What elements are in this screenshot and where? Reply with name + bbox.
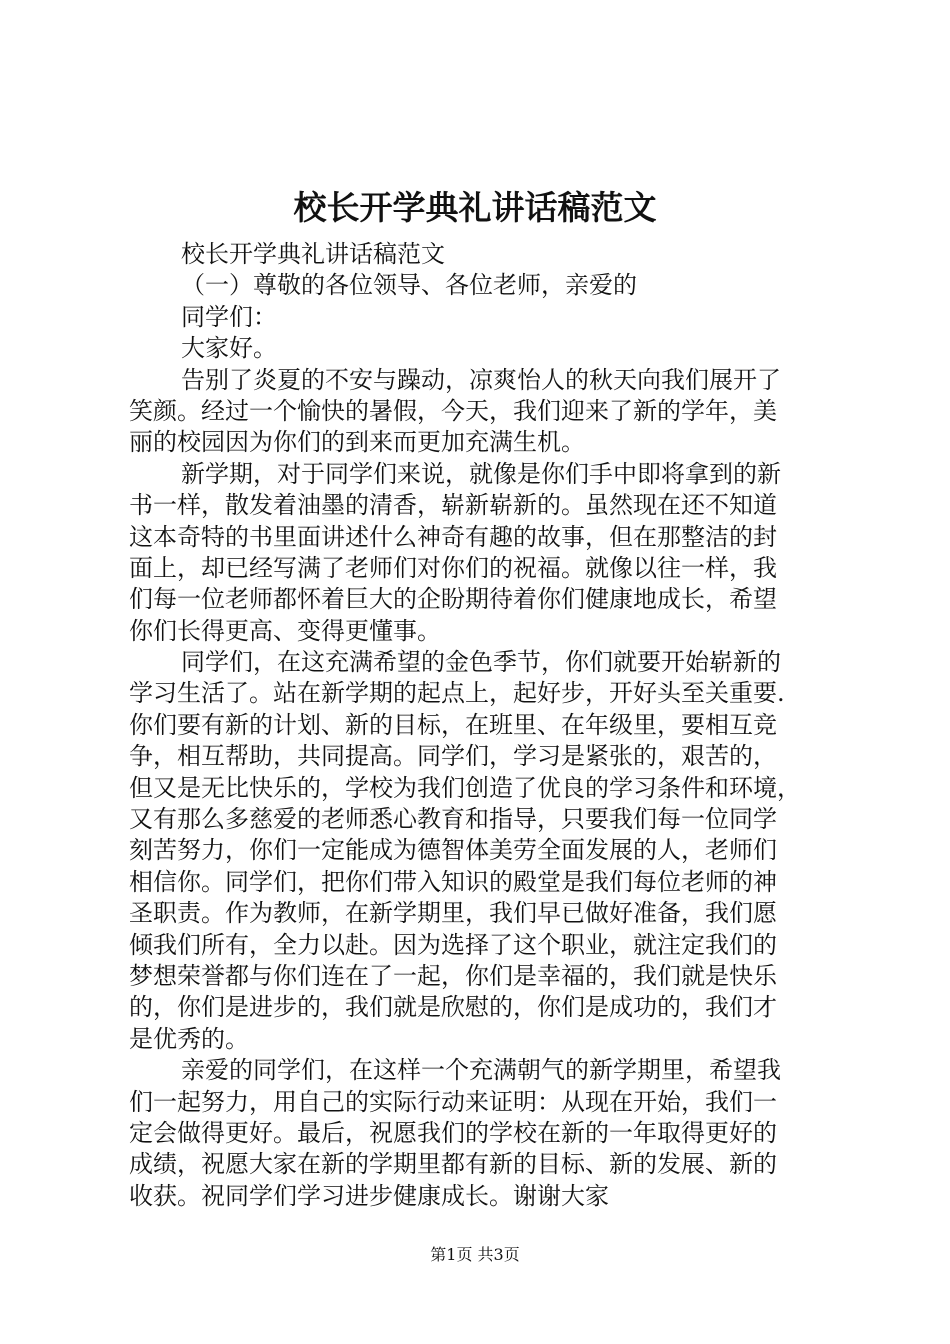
body-line: 但又是无比快乐的，学校为我们创造了优良的学习条件和环境， — [129, 773, 801, 802]
body-line: 是优秀的。 — [129, 1024, 249, 1053]
body-line: 们每一位老师都怀着巨大的企盼期待着你们健康地成长，希望 — [129, 585, 777, 614]
body-line: 定会做得更好。最后，祝愿我们的学校在新的一年取得更好的 — [129, 1118, 777, 1147]
document-body — [129, 239, 831, 1212]
body-line: 同学们： — [181, 302, 277, 331]
body-line: 梦想荣誉都与你们连在了一起，你们是幸福的，我们就是快乐 — [129, 961, 777, 990]
body-line: 相信你。同学们，把你们带入知识的殿堂是我们每位老师的神 — [129, 867, 777, 896]
body-line: 同学们，在这充满希望的金色季节，你们就要开始崭新的 — [181, 648, 781, 677]
body-line: （一）尊敬的各位领导、各位老师，亲爱的 — [181, 271, 637, 300]
body-line: 你们要有新的计划、新的目标，在班里、在年级里，要相互竞 — [129, 710, 777, 739]
body-line: 倾我们所有，全力以赴。因为选择了这个职业，就注定我们的 — [129, 930, 777, 959]
body-line: 收获。祝同学们学习进步健康成长。谢谢大家 — [129, 1181, 609, 1210]
body-line: 大家好。 — [181, 334, 277, 363]
body-line: 亲爱的同学们，在这样一个充满朝气的新学期里，希望我 — [181, 1056, 781, 1085]
body-line: 学习生活了。站在新学期的起点上，起好步，开好头至关重要. — [129, 679, 785, 708]
body-line: 你们长得更高、变得更懂事。 — [129, 616, 441, 645]
body-line: 校长开学典礼讲话稿范文 — [181, 240, 445, 268]
document-title: 校长开学典礼讲话稿范文 — [293, 188, 657, 227]
body-line: 们一起努力，用自己的实际行动来证明：从现在开始，我们一 — [129, 1087, 777, 1116]
body-line: 笑颜。经过一个愉快的暑假，今天，我们迎来了新的学年，美 — [129, 396, 777, 425]
body-line: 丽的校园因为你们的到来而更加充满生机。 — [129, 428, 585, 457]
body-line: 书一样，散发着油墨的清香，崭新崭新的。虽然现在还不知道 — [129, 491, 777, 520]
body-line: 圣职责。作为教师，在新学期里，我们早已做好准备，我们愿 — [129, 899, 777, 928]
body-line: 又有那么多慈爱的老师悉心教育和指导，只要我们每一位同学 — [129, 805, 777, 834]
body-line: 面上，却已经写满了老师们对你们的祝福。就像以往一样，我 — [129, 553, 777, 582]
body-line: 争，相互帮助，共同提高。同学们，学习是紧张的，艰苦的， — [129, 742, 777, 771]
body-line: 成绩，祝愿大家在新的学期里都有新的目标、新的发展、新的 — [129, 1150, 777, 1179]
body-line: 告别了炎夏的不安与躁动，凉爽怡人的秋天向我们展开了 — [181, 365, 781, 394]
body-line: 这本奇特的书里面讲述什么神奇有趣的故事，但在那整洁的封 — [129, 522, 777, 551]
body-line: 刻苦努力，你们一定能成为德智体美劳全面发展的人，老师们 — [129, 836, 777, 865]
body-line: 新学期，对于同学们来说，就像是你们手中即将拿到的新 — [181, 459, 781, 488]
body-line: 的，你们是进步的，我们就是欣慰的，你们是成功的，我们才 — [129, 993, 777, 1022]
page-footer: 第1页 共3页 — [430, 1245, 520, 1264]
